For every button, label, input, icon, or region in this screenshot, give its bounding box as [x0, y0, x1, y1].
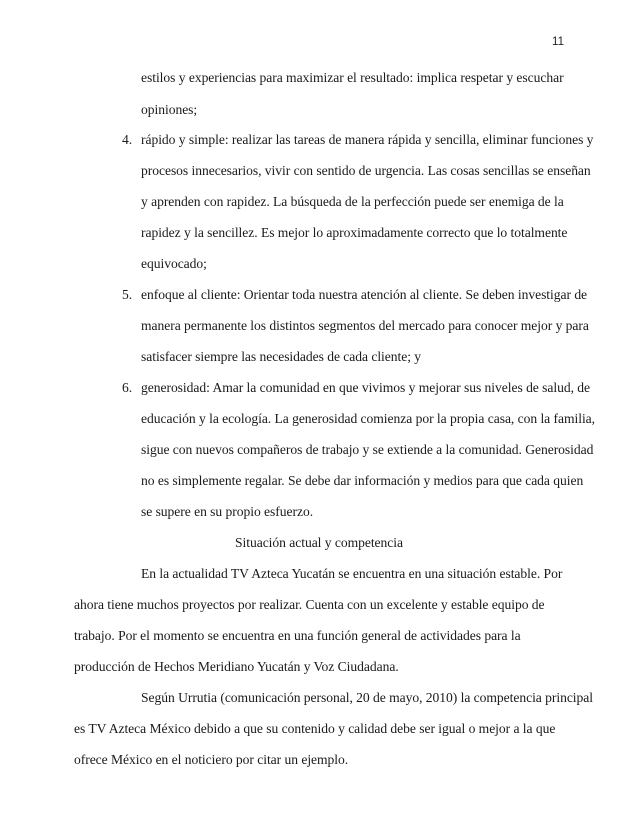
paragraph-line: ahora tiene muchos proyectos por realizar. Cuenta con un excelente y estable equipo de — [74, 597, 545, 612]
page-number: 11 — [552, 36, 564, 48]
paragraph-line: ofrece México en el noticiero por citar un ejemplo. — [74, 752, 349, 767]
paragraph-line: es TV Azteca México debido a que su contenido y calidad debe ser igual o mejor a la que — [74, 721, 556, 736]
list-item-line: procesos innecesarios, vivir con sentido de urgencia. Las cosas sencillas se enseñan — [141, 163, 591, 178]
paragraph-line: Según Urrutia (comunicación personal, 20 de mayo, 2010) la competencia principal — [141, 690, 593, 705]
list-item-number: 4. — [122, 132, 133, 147]
section-heading: Situación actual y competencia — [235, 535, 403, 550]
list-item-line: rapidez y la sencillez. Es mejor lo aproximadamente correcto que lo totalmente — [141, 225, 568, 240]
list-item-line: y aprenden con rapidez. La búsqueda de la perfección puede ser enemiga de la — [141, 194, 564, 209]
list-item-line: se supere en su propio esfuerzo. — [141, 504, 314, 519]
list-item-line: sigue con nuevos compañeros de trabajo y se extiende a la comunidad. Generosidad — [141, 442, 594, 457]
list-item-line: manera permanente los distintos segmentos del mercado para conocer mejor y para — [141, 318, 589, 333]
list-item-line: enfoque al cliente: Orientar toda nuestra atención al cliente. Se deben investigar de — [141, 287, 588, 302]
list-item-number: 5. — [122, 287, 133, 302]
list-item-line: no es simplemente regalar. Se debe dar información y medios para que cada quien — [141, 473, 584, 488]
paragraph-line: En la actualidad TV Azteca Yucatán se encuentra en una situación estable. Por — [141, 566, 563, 581]
paragraph-line: producción de Hechos Meridiano Yucatán y Voz Ciudadana. — [74, 659, 399, 674]
list-item-line: equivocado; — [141, 256, 207, 271]
list-continuation-line: estilos y experiencias para maximizar el resultado: implica respetar y escuchar — [141, 70, 564, 85]
list-continuation-line: opiniones; — [141, 102, 198, 117]
list-item-line: satisfacer siempre las necesidades de cada cliente; y — [141, 349, 422, 364]
list-item-line: rápido y simple: realizar las tareas de manera rápida y sencilla, eliminar funciones y — [141, 132, 594, 147]
list-item-line: generosidad: Amar la comunidad en que vivimos y mejorar sus niveles de salud, de — [141, 380, 591, 395]
list-item-number: 6. — [122, 380, 133, 395]
paragraph-line: trabajo. Por el momento se encuentra en una función general de actividades para la — [74, 628, 521, 643]
list-item-line: educación y la ecología. La generosidad comienza por la propia casa, con la familia, — [141, 411, 596, 426]
